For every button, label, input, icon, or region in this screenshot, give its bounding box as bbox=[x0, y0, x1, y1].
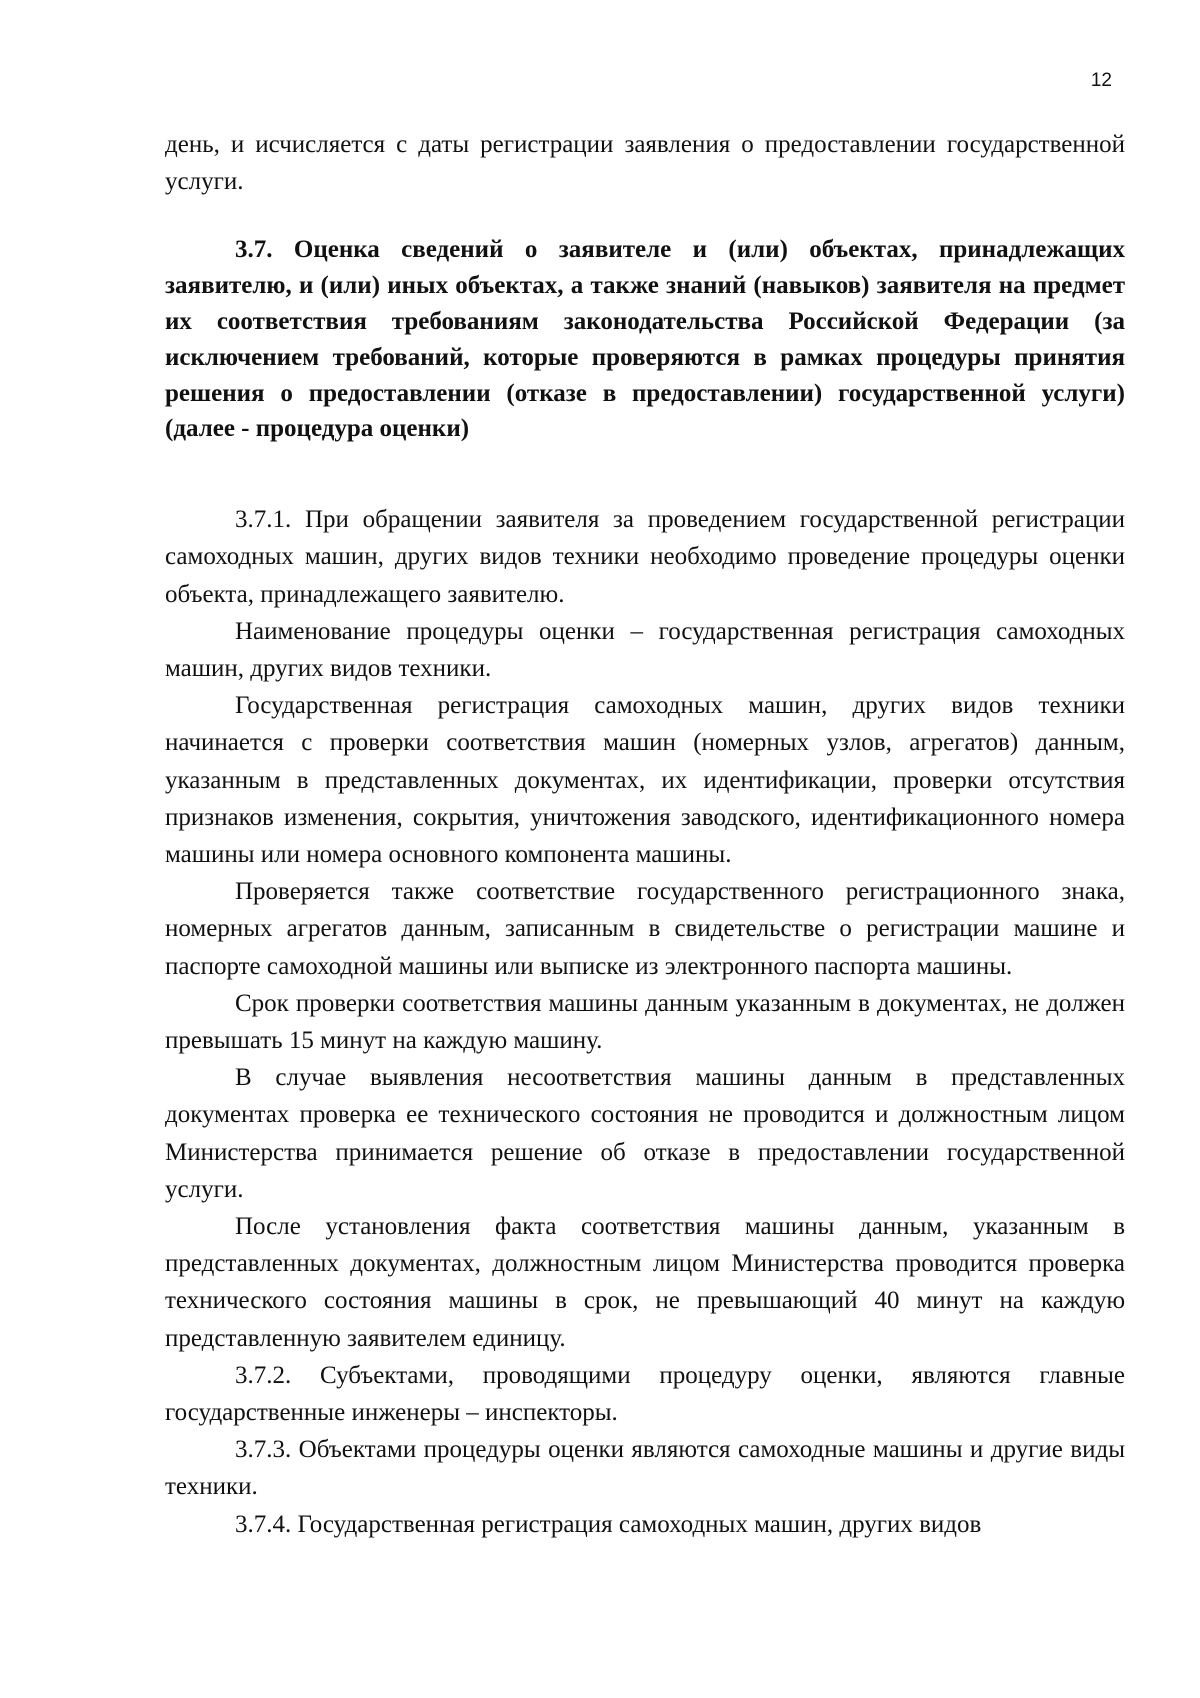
paragraph: Наименование процедуры оценки – государственная регистрация самоходных машин, других видов техники. bbox=[165, 617, 1125, 682]
paragraph: 3.7.4. Государственная регистрация самоходных машин, других видов bbox=[235, 1510, 982, 1538]
paragraph: Государственная регистрация самоходных машин, других видов техники начинается с проверки соответствия машин (номерных узлов, агрегатов) данным, указанным в представленных документах, их идентификации, проверки отсутствия признаков изменения, сокрытия, уничтожения заводского, идентификационного номера машины или номера основного компонента машины. bbox=[165, 692, 1125, 869]
paragraph: В случае выявления несоответствия машины данным в представленных документах проверка ее технического состояния не проводится и должностным лицом Министерства принимается решение об отказе в предоставлении государственной услуги. bbox=[165, 1064, 1125, 1203]
paragraph: Срок проверки соответствия машины данным указанным в документах, не должен превышать 15 минут на каждую машину. bbox=[165, 989, 1125, 1055]
paragraph: После установления факта соответствия машины данным, указанным в представленных документах, должностным лицом Министерства проводится проверка технического состояния машины в срок, не превышающий 40 минут на каждую представленную заявителем единицу. bbox=[165, 1213, 1125, 1352]
paragraph: 3.7.1. При обращении заявителя за проведением государственной регистрации самоходных машин, других видов техники необходимо проведение процедуры оценки объекта, принадлежащего заявителю. bbox=[165, 506, 1125, 608]
paragraph: 3.7.3. Объектами процедуры оценки являются самоходные машины и другие виды техники. bbox=[165, 1436, 1125, 1501]
paragraph: Проверяется также соответствие государственного регистрационного знака, номерных агрегатов данным, записанным в свидетельстве о регистрации машине и паспорте самоходной машины или выписке из электронного паспорта машины. bbox=[165, 878, 1125, 980]
document-body bbox=[165, 126, 1125, 1543]
spacer bbox=[165, 447, 1125, 501]
paragraph: 3.7.2. Субъектами, проводящими процедуру оценки, являются главные государственные инженеры – инспекторы. bbox=[165, 1361, 1125, 1427]
section-heading-3-7: 3.7. Оценка сведений о заявителе и (или) объектах, принадлежащих заявителю, и (или) иных объектах, а также знаний (навыков) заявителя на предмет их соответствия требованиям законодательства Российской Федерации (за исключением требований, которые проверяются в рамках процедуры принятия решения о предоставлении (отказе в предоставлении) государственной услуги) (далее - процедура оценки) bbox=[165, 236, 1125, 443]
paragraph-continuation: день, и исчисляется с даты регистрации заявления о предоставлении государственной услуги. bbox=[165, 131, 1125, 196]
page-number: 12 bbox=[1090, 70, 1112, 91]
